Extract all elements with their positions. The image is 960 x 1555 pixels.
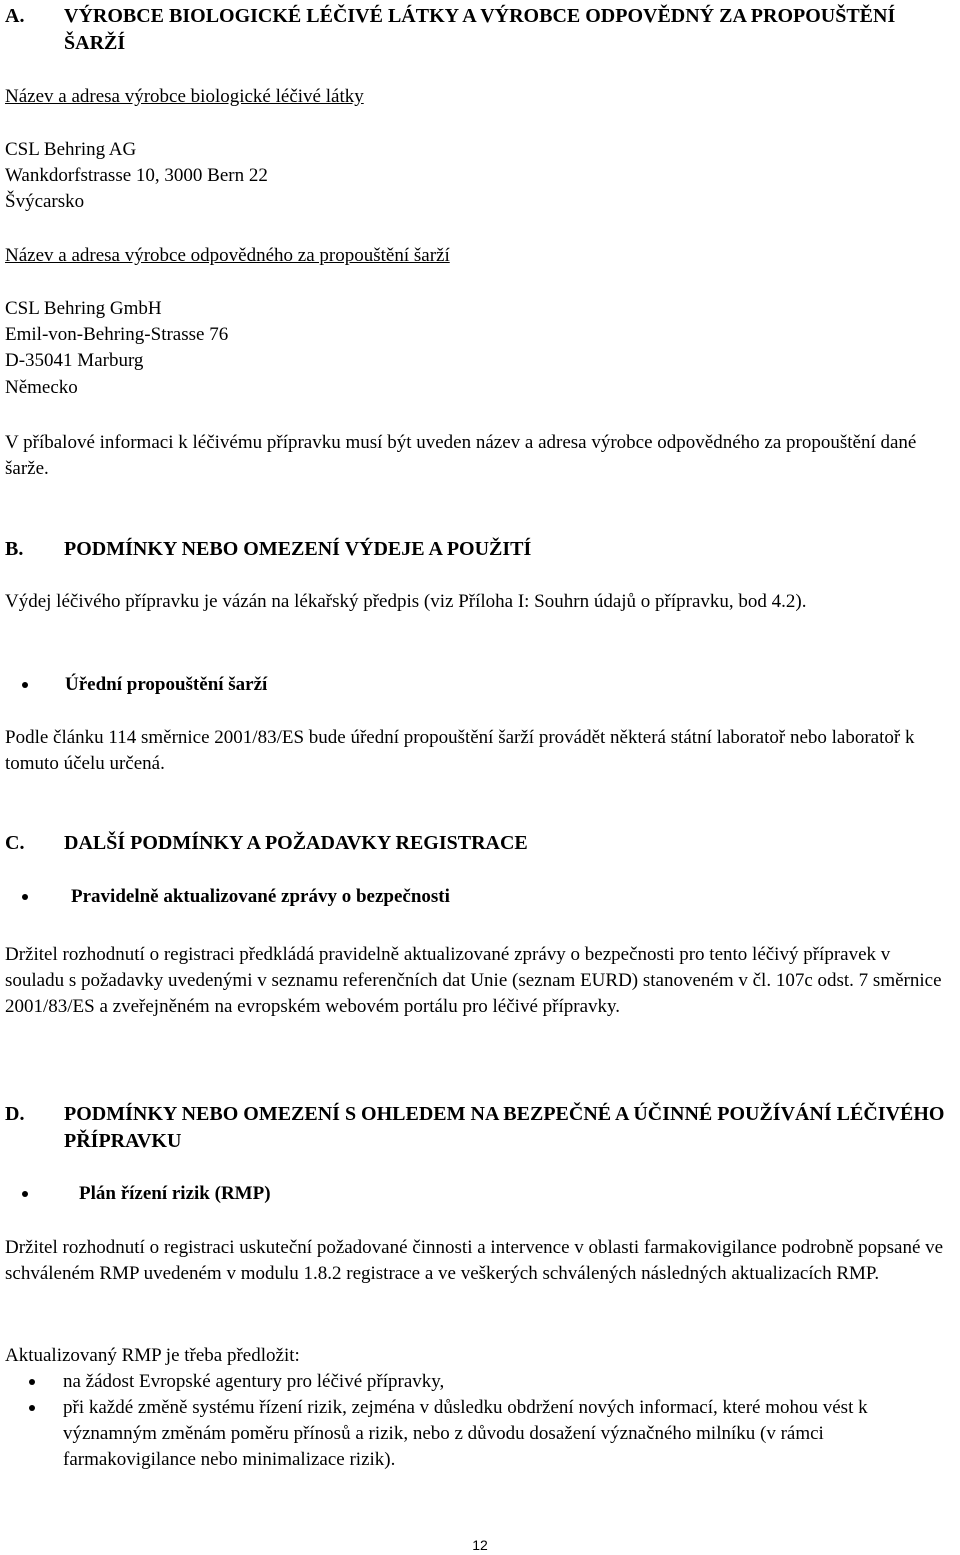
bio-address-line-1: CSL Behring AG	[5, 139, 137, 160]
rmp-update-item-2: při každé změně systému řízení rizik, zejména v důsledku obdržení nových informací, které mohou vést k významným změnám poměru přínosů a rizik, nebo z důvodu dosažení význačného milníku (v rámci farmakovigilance nebo minimalizace rizik).	[63, 1397, 868, 1470]
page-number: 12	[472, 1537, 488, 1553]
section-c-heading	[5, 830, 952, 857]
bio-address-line-2: Wankdorfstrasse 10, 3000 Bern 22	[5, 165, 268, 186]
release-address-line-4: Německo	[5, 377, 78, 398]
psur-title: Pravidelně aktualizované zprávy o bezpečnosti	[71, 886, 450, 907]
section-c-number: C.	[5, 832, 25, 854]
rmp-update-item-1: na žádost Evropské agentury pro léčivé přípravky,	[63, 1371, 445, 1392]
release-manufacturer-heading: Název a adresa výrobce odpovědného za propouštění šarží	[5, 245, 450, 266]
release-address-line-2: Emil-von-Behring-Strasse 76	[5, 324, 229, 345]
section-b-text: Výdej léčivého přípravku je vázán na lékařský předpis (viz Příloha I: Souhrn údajů o přípravku, bod 4.2).	[5, 591, 807, 612]
official-release-text: Podle článku 114 směrnice 2001/83/ES bude úřední propouštění šarží provádět některá státní laboratoř nebo laboratoř k tomuto účelu určená.	[5, 727, 915, 774]
rmp-title: Plán řízení rizik (RMP)	[79, 1183, 271, 1204]
bullet-icon	[29, 1379, 35, 1385]
section-a-number: A.	[5, 5, 25, 27]
section-c-title: DALŠÍ PODMÍNKY A POŽADAVKY REGISTRACE	[64, 832, 528, 854]
release-address-line-1: CSL Behring GmbH	[5, 298, 162, 319]
section-d-title: PODMÍNKY NEBO OMEZENÍ S OHLEDEM NA BEZPEČNÉ A ÚČINNÉ POUŽÍVÁNÍ LÉČIVÉHO PŘÍPRAVKU	[64, 1103, 945, 1152]
bullet-icon	[29, 1405, 35, 1411]
bio-address-line-3: Švýcarsko	[5, 191, 85, 212]
bullet-icon	[22, 894, 28, 900]
section-b-title: PODMÍNKY NEBO OMEZENÍ VÝDEJE A POUŽITÍ	[64, 538, 532, 560]
list-item	[5, 1395, 952, 1473]
rmp-update-intro: Aktualizovaný RMP je třeba předložit:	[5, 1345, 300, 1366]
rmp-heading	[5, 1181, 952, 1207]
bullet-icon	[22, 682, 28, 688]
section-a-heading	[5, 3, 952, 57]
section-d-number: D.	[5, 1103, 25, 1125]
section-b-number: B.	[5, 538, 24, 560]
rmp-text: Držitel rozhodnutí o registraci uskuteční požadované činnosti a intervence v oblasti farmakovigilance podrobně popsané ve schváleném RMP uvedeném v modulu 1.8.2 registrace a ve veškerých schválených následných aktualizacích RMP.	[5, 1237, 944, 1284]
bullet-icon	[22, 1191, 28, 1197]
official-release-heading	[5, 672, 952, 698]
release-address-line-3: D-35041 Marburg	[5, 350, 144, 371]
bio-manufacturer-heading: Název a adresa výrobce biologické léčivé látky	[5, 86, 364, 107]
psur-heading	[5, 884, 952, 910]
section-a-title: VÝROBCE BIOLOGICKÉ LÉČIVÉ LÁTKY A VÝROBCE ODPOVĚDNÝ ZA PROPOUŠTĚNÍ ŠARŽÍ	[64, 5, 896, 54]
section-d-heading	[5, 1101, 952, 1155]
section-a-note: V příbalové informaci k léčivému přípravku musí být uveden název a adresa výrobce odpovědného za propouštění dané šarže.	[5, 432, 917, 479]
section-b-heading	[5, 536, 952, 563]
list-item	[5, 1369, 952, 1395]
official-release-title: Úřední propouštění šarží	[65, 674, 268, 695]
psur-text: Držitel rozhodnutí o registraci předkládá pravidelně aktualizované zprávy o bezpečnosti pro tento léčivý přípravek v souladu s požadavky uvedenými v seznamu referenčních dat Unie (seznam EURD) stanoveném v čl. 107c odst. 7 směrnice 2001/83/ES a zveřejněném na evropském webovém portálu pro léčivé přípravky.	[5, 944, 942, 1017]
